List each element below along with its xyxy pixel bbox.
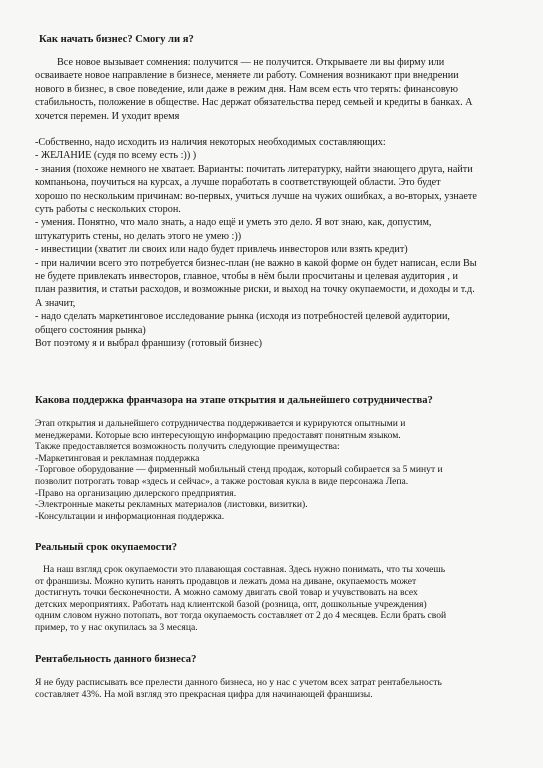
list-line: штукатурить стены, но делать этого не умею :)) xyxy=(35,230,242,242)
intro-paragraph xyxy=(35,56,473,123)
list-line: - при наличии всего это потребуется бизнес-план (не важно в какой форме он будет написан, если Вы xyxy=(35,257,477,269)
list-line: - надо сделать маркетинговое исследование рынка (исходя из потребностей целевой аудитории, xyxy=(35,311,450,323)
section-heading: Рентабельность данного бизнеса? xyxy=(35,654,197,665)
list-line: - знания (похоже немного не хватает. Варианты: почитать литературку, найти знающего друга, найти xyxy=(35,163,473,175)
paragraph-line: достигнуть точки бесконечности. А можно самому двигать свой товар и учувствовать на всех xyxy=(35,587,418,599)
paragraph-line: Также предоставляется возможность получить следующие преимущества: xyxy=(35,441,340,453)
list-line: - умения. Понятно, что мало знать, а надо ещё и уметь это дело. Я вот знаю, как, допустим, xyxy=(35,217,432,229)
paragraph-line: детских мероприятиях. Работать над клиентской базой (розница, опт, дошкольные учреждения) xyxy=(35,598,427,610)
paragraph-line: -Электронные макеты рекламных материалов (листовки, визитки). xyxy=(35,499,308,511)
components-list xyxy=(35,136,477,351)
list-line: не будете привлекать инвесторов, главное, чтобы в нём были просчитаны и целевая аудитория , и xyxy=(35,271,458,283)
paragraph-line: На наш взгляд срок окупаемости это плавающая составная. Здесь нужно понимать, что ты хочешь xyxy=(43,564,446,575)
list-line: -Собственно, надо исходить из наличия некоторых необходимых составляющих: xyxy=(35,137,386,148)
paragraph-line: -Право на организацию дилерского предприятия. xyxy=(35,487,237,499)
paragraph-line: Я не буду расписывать все прелести данного бизнеса, но у нас с учетом всех затрат рентабельность xyxy=(35,677,442,688)
list-line: Вот поэтому я и выбрал франшизу (готовый бизнес) xyxy=(35,338,263,350)
list-line: план развития, и статьи расходов, и возможные риски, и выход на точку окупаемости, и доходы и т.д. xyxy=(35,284,475,296)
list-line: А значит, xyxy=(35,297,76,309)
paragraph-line: одним словом нужно потопать, вот тогда окупаемость составляет от 2 до 4 месяцев. Если брать свой xyxy=(35,610,447,622)
paragraph-line: -Маркетинговая и рекламная поддержка xyxy=(35,452,200,464)
list-line: хорошо по нескольким причинам: во-первых, учиться лучше на чужих ошибках, а во-вторых, узнаете xyxy=(35,190,477,202)
list-line: - инвестиции (хватит ли своих или надо будет привлечь инвесторов или взять кредит) xyxy=(35,244,408,256)
paragraph-line: составляет 43%. На мой взгляд это прекрасная цифра для начинающей франшизы. xyxy=(35,688,373,700)
paragraph-line: -Консультации и информационная поддержка. xyxy=(35,510,225,522)
paragraph-line: Этап открытия и дальнейшего сотрудничества поддерживается и курируются опытными и xyxy=(35,418,406,429)
paragraph-line: от франшизы. Можно купить нанять продавцов и лежать дома на диване, окупаемость может xyxy=(35,575,417,587)
paragraph-line: нового в бизнес, в свое поведение, или даже в режим дня. Нам всем есть что терять: финансовую xyxy=(35,83,458,95)
section-heading: Реальный срок окупаемости? xyxy=(35,542,178,553)
paragraph-line: осваиваете новое направление в бизнесе, меняете ли работу. Сомнения возникают при внедрении xyxy=(35,70,459,82)
list-line: - ЖЕЛАНИЕ (судя по всему есть :)) ) xyxy=(35,150,197,162)
paragraph-line: Все новое вызывает сомнения: получится — не получится. Открываете ли вы фирму или xyxy=(57,57,445,68)
paragraph-line: позволит потрогать товар «здесь и сейчас», а также ростовая кукла в виде персонажа Лепа. xyxy=(35,475,409,487)
list-line: компаньона, поучиться на курсах, а лучше поработать в соответствующей области. Это будет xyxy=(35,177,441,189)
payback-paragraph xyxy=(35,564,446,634)
profitability-paragraph xyxy=(35,677,442,700)
paragraph-line: хочется перемен. И уходит время xyxy=(35,110,180,122)
section-heading: Как начать бизнес? Смогу ли я? xyxy=(39,34,194,45)
section-heading: Какова поддержка франчазора на этапе открытия и дальнейшего сотрудничества? xyxy=(35,395,433,406)
paragraph-line: -Торговое оборудование — фирменный мобильный стенд продаж, который собирается за 5 минут и xyxy=(35,464,443,476)
paragraph-line: стабильность, положение в обществе. Нас держат обязательства перед семьей и кредиты в банках. А xyxy=(35,97,473,109)
support-paragraph xyxy=(35,418,443,522)
list-line: суть работы с нескольких сторон. xyxy=(35,204,181,216)
paragraph-line: менеджерами. Которые всю интересующую информацию предоставят понятным языком. xyxy=(35,429,401,441)
paragraph-line: пример, то у нас окупилась за 3 месяца. xyxy=(35,621,198,633)
list-line: общего состояния рынка) xyxy=(35,324,146,336)
